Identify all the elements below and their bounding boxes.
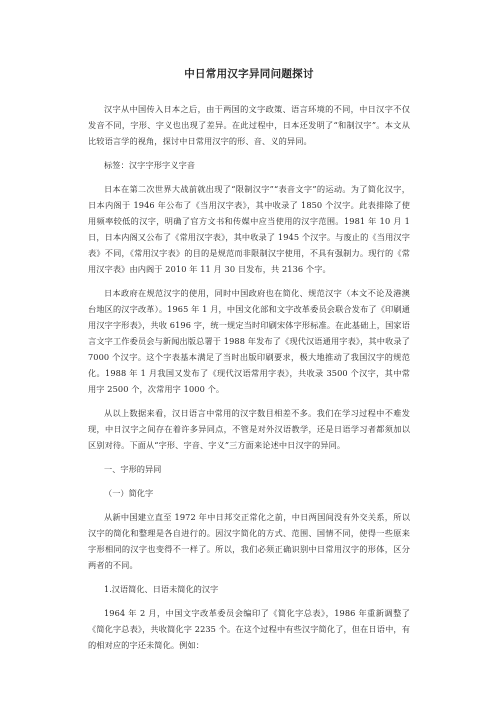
paragraph-4: 从新中国建立直至 1972 年中日邦交正常化之前，中日两国间没有外交关系，所以汉字的简化和整理是各自进行的。因汉字简化的方式、范围、国情不同，使得一些原来字形相同的汉字也变得不一样了。所以，我们必须正确识别中日常用汉字的形体，区分两者的不同。 [88,512,410,570]
abstract-paragraph: 汉字从中国传入日本之后，由于两国的文字政策、语言环境的不同，中日汉字不仅发音不同，字形、字义也出现了差异。在此过程中，日本还发明了“和制汉字”。本文从比较语言学的视角，探讨中日常用汉字的形、音、义的异同。 [88,104,410,146]
subsection-heading-2: 1.汉语简化、日语未简化的汉字 [104,584,219,594]
paragraph-2: 日本政府在规范汉字的使用，同时中国政府也在简化、规范汉字（本文不论及港澳台地区的汉字改革）。1965 年 1 月，中国文化部和文字改革委员会联合发布了《印刷通用汉字字形表》，共收 6196 字，统一规定当时印刷宋体字形标准。在此基础上，国家语言文字工作委员会与新闻出版总署于 1988 年发布了《现代汉语通用字表》，其中收录了 7000 个汉字。这个字表基本满足了当时出版印刷要求，极大地推动了我国汉字的规范化。1988 年 1 月我国又发布了《现代汉语常用字表》，共收录 3500 个汉字，其中常用字 2500 个，次常用字 1000 个。 [88,288,410,394]
document-page [88,60,410,661]
keywords-line: 标签：汉字字形字义字音 [104,160,196,170]
paragraph-1: 日本在第二次世界大战前就出现了“限制汉字”“表音文字”的运动。为了简化汉字，日本内阁于 1946 年公布了《当用汉字表》，其中收录了 1850 个汉字。此表排除了使用频率较低的汉字，明确了官方文书和传媒中应当使用的汉字范围。1981 年 10 月 1 日，日本内阁又公布了《常用汉字表》，其中收录了 1945 个汉字。与废止的《当用汉字表》不同，《常用汉字表》的目的是规范而非限制汉字使用，不具有强制力。现行的《常用汉字表》由内阁于 2010 年 11 月 30 日发布，共 2136 个字。 [88,184,410,274]
subsection-heading-1: （一）简化字 [104,488,154,498]
paragraph-3: 从以上数据来看，汉日语言中常用的汉字数目相差不多。我们在学习过程中不难发现，中日汉字之间存在着许多异同点，不管是对外汉语教学，还是日语学习者都须加以区别对待。下面从“字形、字音、字义”三方面来论述中日汉字的异同。 [88,408,410,450]
document-title: 中日常用汉字异同问题探讨 [184,68,314,80]
paragraph-5: 1964 年 2 月，中国文字改革委员会编印了《简化字总表》，1986 年重新调整了《简化字总表》，共收简化字 2235 个。在这个过程中有些汉字简化了，但在日语中，有的相对应的字还未简化。例如： [88,608,410,650]
section-heading-1: 一、字形的异同 [104,464,162,474]
